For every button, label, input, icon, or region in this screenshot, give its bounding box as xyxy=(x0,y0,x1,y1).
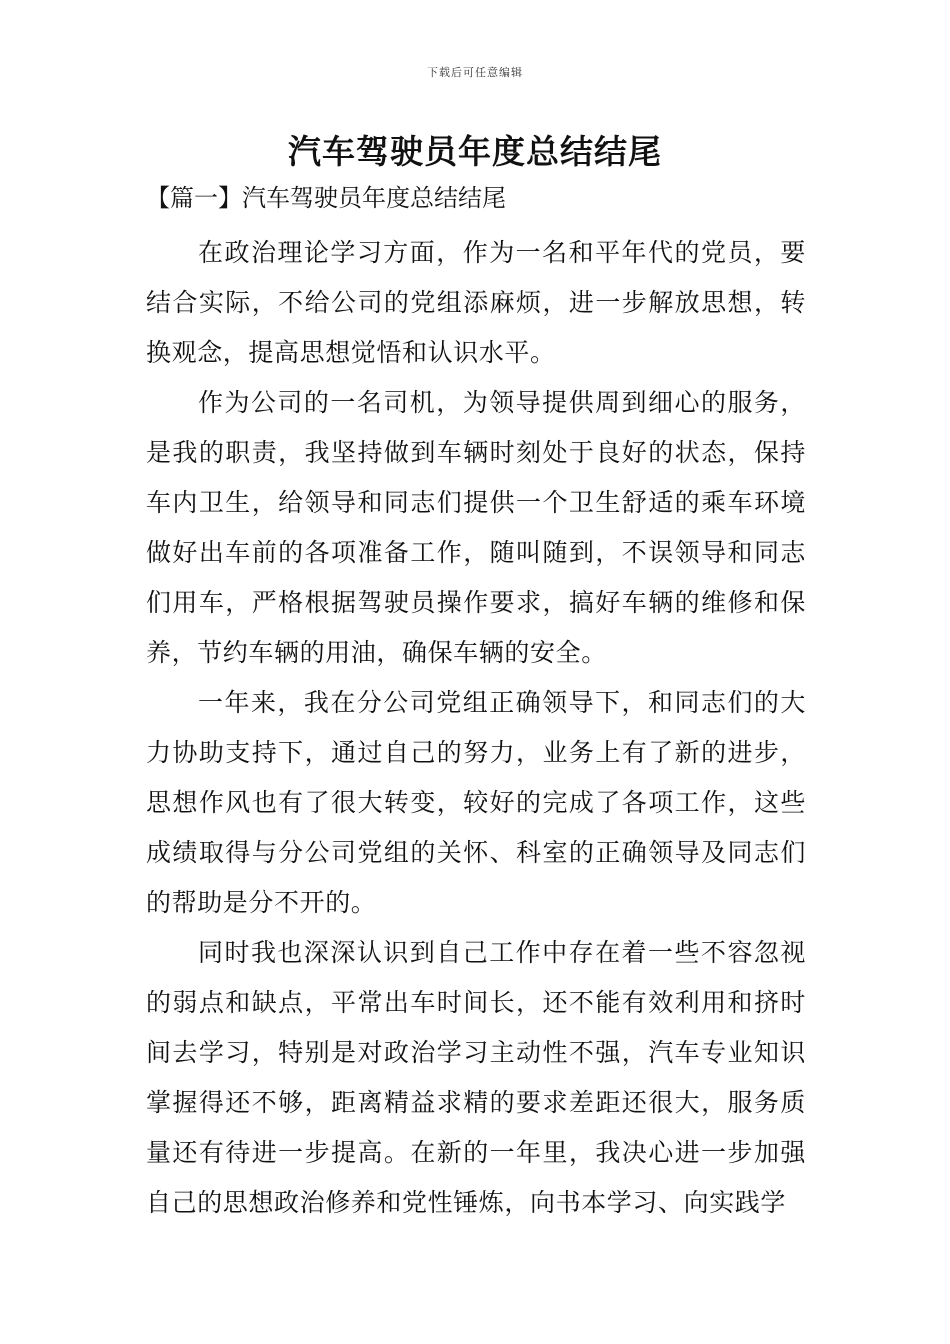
paragraph: 作为公司的一名司机，为领导提供周到细心的服务，是我的职责，我坚持做到车辆时刻处于良好的状态，保持车内卫生，给领导和同志们提供一个卫生舒适的乘车环境做好出车前的各项准备工作，随叫随到，不误领导和同志们用车，严格根据驾驶员操作要求，搞好车辆的维修和保养，节约车辆的用油，确保车辆的安全。 xyxy=(146,388,806,667)
paragraph: 在政治理论学习方面，作为一名和平年代的党员，要结合实际，不给公司的党组添麻烦，进一步解放思想，转换观念，提高思想觉悟和认识水平。 xyxy=(146,238,806,367)
section-heading: 【篇一】汽车驾驶员年度总结结尾 xyxy=(146,184,506,212)
document-title: 汽车驾驶员年度总结结尾 xyxy=(288,132,662,171)
document-body xyxy=(146,228,806,1228)
paragraph: 一年来，我在分公司党组正确领导下，和同志们的大力协助支持下，通过自己的努力，业务上有了新的进步，思想作风也有了很大转变，较好的完成了各项工作，这些成绩取得与分公司党组的关怀、科室的正确领导及同志们的帮助是分不开的。 xyxy=(146,688,806,917)
header-note: 下载后可任意编辑 xyxy=(427,66,523,79)
paragraph: 同时我也深深认识到自己工作中存在着一些不容忽视的弱点和缺点，平常出车时间长，还不能有效利用和挤时间去学习，特别是对政治学习主动性不强，汽车专业知识掌握得还不够，距离精益求精的要求差距还很大，服务质量还有待进一步提高。在新的一年里，我决心进一步加强自己的思想政治修养和党性锤炼，向书本学习、向实践学 xyxy=(146,938,806,1217)
